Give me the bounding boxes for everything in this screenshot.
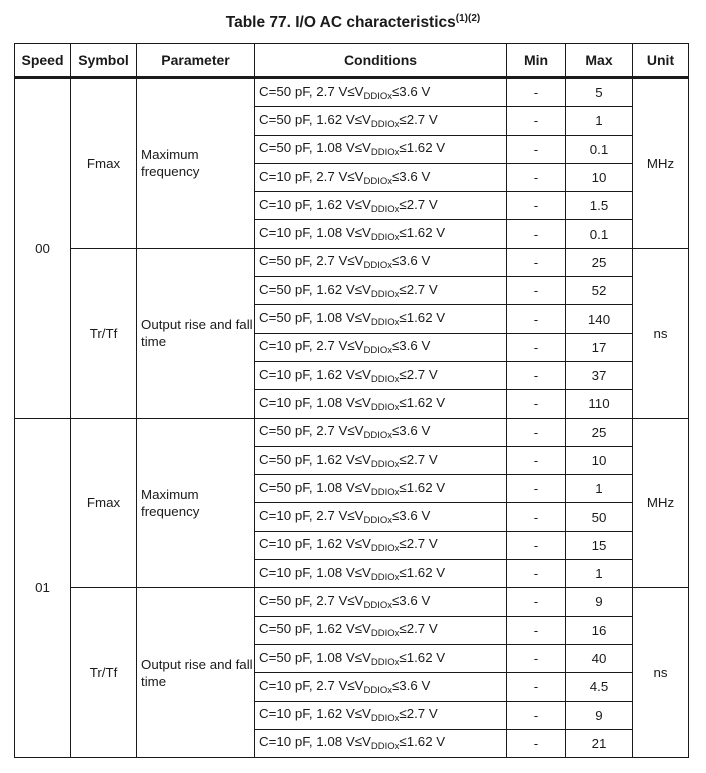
max-cell: 5: [566, 78, 633, 107]
min-cell: -: [507, 305, 566, 333]
condition-subscript: DDIOx: [363, 515, 392, 527]
condition-text: C=10 pF, 1.08 V≤V: [259, 225, 371, 241]
symbol-cell: Fmax: [71, 78, 137, 249]
condition-text: C=50 pF, 1.62 V≤V: [259, 111, 371, 127]
max-cell: 40: [566, 644, 633, 672]
min-cell: -: [507, 192, 566, 220]
condition-subscript: DDIOx: [370, 147, 400, 159]
conditions-cell: [255, 163, 507, 191]
symbol-cell: Tr/Tf: [71, 248, 137, 418]
condition-subscript: DDIOx: [370, 486, 400, 498]
max-cell: 110: [566, 390, 633, 418]
condition-text: C=50 pF, 1.62 V≤V: [259, 451, 371, 467]
conditions-cell: [255, 192, 507, 220]
max-cell: 1: [566, 107, 633, 135]
conditions-cell: [255, 644, 507, 672]
min-cell: -: [507, 78, 566, 107]
condition-text-end: ≤2.7 V: [399, 196, 438, 212]
condition-text: C=10 pF, 1.08 V≤V: [259, 564, 371, 580]
condition-subscript: DDIOx: [363, 90, 392, 102]
condition-text: C=50 pF, 1.08 V≤V: [259, 310, 371, 326]
condition-text: C=50 pF, 1.08 V≤V: [259, 140, 371, 156]
table-title: [0, 14, 706, 32]
condition-text-end: ≤3.6 V: [392, 592, 431, 608]
condition-text: C=10 pF, 2.7 V≤V: [259, 508, 364, 524]
conditions-cell: [255, 673, 507, 701]
symbol-cell: Fmax: [71, 418, 137, 588]
condition-subscript: DDIOx: [370, 543, 400, 555]
parameter-cell: Maximum frequency: [137, 78, 255, 249]
conditions-cell: [255, 729, 507, 757]
condition-text-end: ≤1.62 V: [399, 225, 446, 241]
condition-text: C=50 pF, 2.7 V≤V: [259, 423, 364, 439]
table-row: [15, 588, 689, 616]
condition-text-end: ≤3.6 V: [392, 508, 431, 524]
max-cell: 16: [566, 616, 633, 644]
condition-text-end: ≤1.62 V: [399, 479, 446, 495]
conditions-cell: [255, 446, 507, 474]
max-cell: 1.5: [566, 192, 633, 220]
conditions-cell: [255, 503, 507, 531]
condition-text: C=50 pF, 1.62 V≤V: [259, 621, 371, 637]
condition-text: C=50 pF, 1.08 V≤V: [259, 479, 371, 495]
condition-text-end: ≤1.62 V: [399, 564, 446, 580]
table-row: [15, 78, 689, 107]
condition-text-end: ≤2.7 V: [399, 621, 438, 637]
max-cell: 140: [566, 305, 633, 333]
condition-text: C=10 pF, 2.7 V≤V: [259, 677, 364, 693]
unit-cell: MHz: [633, 418, 689, 588]
max-cell: 52: [566, 277, 633, 305]
min-cell: -: [507, 560, 566, 588]
condition-text: C=50 pF, 1.08 V≤V: [259, 649, 371, 665]
condition-subscript: DDIOx: [363, 260, 392, 272]
condition-text-end: ≤3.6 V: [392, 168, 431, 184]
min-cell: -: [507, 361, 566, 389]
max-cell: 10: [566, 163, 633, 191]
conditions-cell: [255, 390, 507, 418]
condition-subscript: DDIOx: [370, 203, 400, 215]
conditions-cell: [255, 475, 507, 503]
conditions-cell: [255, 305, 507, 333]
condition-subscript: DDIOx: [363, 345, 392, 357]
max-cell: 10: [566, 446, 633, 474]
condition-text-end: ≤1.62 V: [399, 734, 446, 750]
max-cell: 9: [566, 701, 633, 729]
parameter-cell: Maximum frequency: [137, 418, 255, 588]
min-cell: -: [507, 616, 566, 644]
min-cell: -: [507, 531, 566, 559]
condition-text: C=10 pF, 2.7 V≤V: [259, 338, 364, 354]
min-cell: -: [507, 220, 566, 248]
condition-text-end: ≤2.7 V: [399, 366, 438, 382]
header-conditions: Conditions: [255, 44, 507, 78]
condition-subscript: DDIOx: [370, 118, 400, 130]
header-symbol: Symbol: [71, 44, 137, 78]
max-cell: 37: [566, 361, 633, 389]
condition-text: C=10 pF, 2.7 V≤V: [259, 168, 364, 184]
condition-text-end: ≤1.62 V: [399, 394, 446, 410]
condition-text-end: ≤3.6 V: [392, 338, 431, 354]
condition-text-end: ≤2.7 V: [399, 281, 438, 297]
condition-text-end: ≤3.6 V: [392, 253, 431, 269]
max-cell: 4.5: [566, 673, 633, 701]
unit-cell: ns: [633, 588, 689, 758]
conditions-cell: [255, 107, 507, 135]
condition-text: C=50 pF, 2.7 V≤V: [259, 592, 364, 608]
table-row: [15, 248, 689, 276]
header-speed: Speed: [15, 44, 71, 78]
condition-text-end: ≤1.62 V: [399, 649, 446, 665]
condition-text-end: ≤2.7 V: [399, 536, 438, 552]
min-cell: -: [507, 135, 566, 163]
parameter-cell: Output rise and fall time: [137, 588, 255, 758]
min-cell: -: [507, 248, 566, 276]
min-cell: -: [507, 390, 566, 418]
max-cell: 25: [566, 248, 633, 276]
speed-cell: 01: [15, 418, 71, 758]
unit-cell: ns: [633, 248, 689, 418]
condition-text: C=10 pF, 1.08 V≤V: [259, 394, 371, 410]
condition-subscript: DDIOx: [370, 713, 400, 725]
condition-text-end: ≤2.7 V: [399, 111, 438, 127]
min-cell: -: [507, 729, 566, 757]
max-cell: 9: [566, 588, 633, 616]
conditions-cell: [255, 616, 507, 644]
condition-text: C=50 pF, 2.7 V≤V: [259, 253, 364, 269]
min-cell: -: [507, 588, 566, 616]
max-cell: 21: [566, 729, 633, 757]
conditions-cell: [255, 277, 507, 305]
max-cell: 0.1: [566, 135, 633, 163]
max-cell: 15: [566, 531, 633, 559]
max-cell: 1: [566, 475, 633, 503]
condition-subscript: DDIOx: [363, 599, 392, 611]
header-min: Min: [507, 44, 566, 78]
symbol-cell: Tr/Tf: [71, 588, 137, 758]
condition-subscript: DDIOx: [363, 684, 392, 696]
min-cell: -: [507, 163, 566, 191]
conditions-cell: [255, 361, 507, 389]
header-parameter: Parameter: [137, 44, 255, 78]
conditions-cell: [255, 135, 507, 163]
min-cell: -: [507, 673, 566, 701]
parameter-cell: Output rise and fall time: [137, 248, 255, 418]
condition-subscript: DDIOx: [363, 430, 392, 442]
min-cell: -: [507, 475, 566, 503]
min-cell: -: [507, 446, 566, 474]
max-cell: 0.1: [566, 220, 633, 248]
table-body: [15, 78, 689, 758]
conditions-cell: [255, 418, 507, 446]
speed-cell: 00: [15, 78, 71, 419]
condition-text-end: ≤1.62 V: [399, 310, 446, 326]
condition-subscript: DDIOx: [363, 175, 392, 187]
condition-subscript: DDIOx: [370, 628, 400, 640]
conditions-cell: [255, 220, 507, 248]
conditions-cell: [255, 531, 507, 559]
min-cell: -: [507, 701, 566, 729]
header-max: Max: [566, 44, 633, 78]
max-cell: 17: [566, 333, 633, 361]
condition-text-end: ≤3.6 V: [392, 83, 431, 99]
condition-text-end: ≤2.7 V: [399, 706, 438, 722]
condition-text: C=10 pF, 1.08 V≤V: [259, 734, 371, 750]
table-title-text: Table 77. I/O AC characteristics: [225, 14, 456, 31]
conditions-cell: [255, 333, 507, 361]
max-cell: 25: [566, 418, 633, 446]
condition-subscript: DDIOx: [370, 401, 400, 413]
io-ac-characteristics-table: [14, 43, 689, 758]
max-cell: 50: [566, 503, 633, 531]
min-cell: -: [507, 418, 566, 446]
condition-text: C=10 pF, 1.62 V≤V: [259, 366, 371, 382]
min-cell: -: [507, 644, 566, 672]
condition-subscript: DDIOx: [370, 373, 400, 385]
condition-text-end: ≤3.6 V: [392, 677, 431, 693]
min-cell: -: [507, 107, 566, 135]
condition-subscript: DDIOx: [370, 571, 400, 583]
condition-text: C=10 pF, 1.62 V≤V: [259, 706, 371, 722]
min-cell: -: [507, 333, 566, 361]
min-cell: -: [507, 277, 566, 305]
condition-subscript: DDIOx: [370, 317, 400, 329]
header-unit: Unit: [633, 44, 689, 78]
condition-text-end: ≤3.6 V: [392, 423, 431, 439]
table-row: [15, 418, 689, 446]
condition-text: C=10 pF, 1.62 V≤V: [259, 196, 371, 212]
min-cell: -: [507, 503, 566, 531]
header-row: [15, 44, 689, 78]
conditions-cell: [255, 560, 507, 588]
condition-subscript: DDIOx: [370, 656, 400, 668]
condition-subscript: DDIOx: [370, 232, 400, 244]
footnote-refs: (1)(2): [455, 12, 481, 24]
condition-text: C=10 pF, 1.62 V≤V: [259, 536, 371, 552]
condition-subscript: DDIOx: [370, 741, 400, 753]
condition-text-end: ≤1.62 V: [399, 140, 446, 156]
condition-text-end: ≤2.7 V: [399, 451, 438, 467]
condition-text: C=50 pF, 2.7 V≤V: [259, 83, 364, 99]
unit-cell: MHz: [633, 78, 689, 249]
conditions-cell: [255, 78, 507, 107]
conditions-cell: [255, 248, 507, 276]
conditions-cell: [255, 701, 507, 729]
condition-subscript: DDIOx: [370, 458, 400, 470]
condition-subscript: DDIOx: [370, 288, 400, 300]
max-cell: 1: [566, 560, 633, 588]
condition-text: C=50 pF, 1.62 V≤V: [259, 281, 371, 297]
conditions-cell: [255, 588, 507, 616]
